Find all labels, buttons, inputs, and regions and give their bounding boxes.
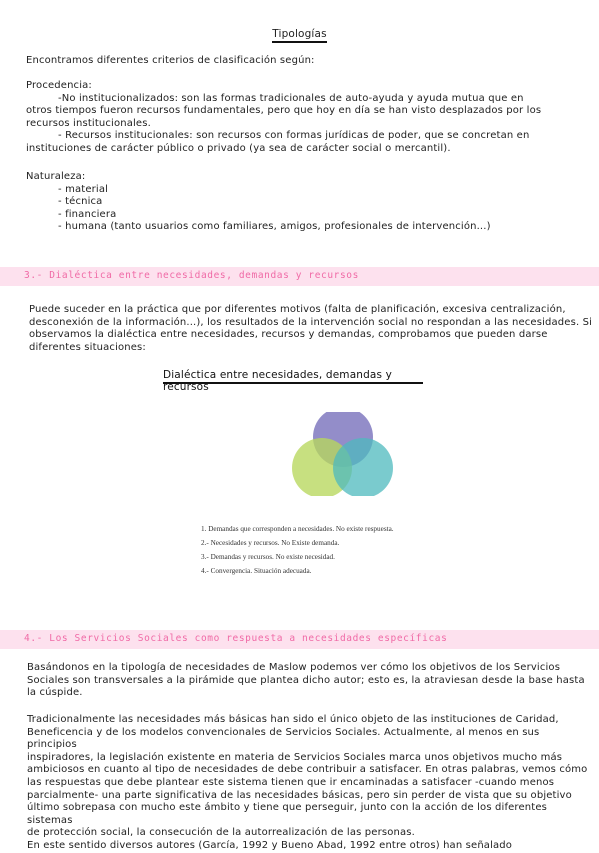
section-3-line: diferentes situaciones: (29, 341, 146, 353)
section-4-line: la cúspide. (27, 687, 83, 699)
procedencia-line: otros tiempos fueron recursos fundamentales, pero que hoy en día se han visto desplazados por los (26, 105, 542, 117)
procedencia-line: -No institucionalizados: son las formas tradicionales de auto-ayuda y ayuda mutua que en (58, 92, 524, 104)
section-4-paragraph-1 (27, 662, 592, 700)
section-4-line: Beneficencia y de los modelos convencionales de Servicios Sociales. Actualmente, al menos en sus principios (27, 726, 540, 751)
procedencia-line: - Recursos institucionales: son recursos con formas jurídicas de poder, que se concretan en (58, 130, 530, 142)
page-title (0, 28, 599, 41)
diagram-legend-item: 3.- Demandas y recursos. No existe necesidad. (201, 553, 335, 561)
section-4-line: inspiradores, la legislación existente en materia de Servicios Sociales marca unos objetivos mucho más (27, 751, 563, 763)
section-4-line: de protección social, la consecución de la autorrealización de las personas. (27, 827, 415, 839)
section-4-line: Sociales son transversales a la pirámide que plantea dicho autor; esto es, la atraviesan desde la base hasta (27, 674, 585, 686)
procedencia-line: recursos institucionales. (26, 117, 151, 129)
procedencia-line: instituciones de carácter público o privado (ya sea de carácter social o mercantil). (26, 142, 451, 154)
section-4-line: ambiciosos en cuanto al tipo de necesidades de debe contribuir a satisfacer. En otras palabras, vemos cómo (27, 764, 588, 776)
section-3-paragraph (29, 304, 594, 354)
section-4-header (0, 630, 599, 649)
diagram-legend-item: 4.- Convergencia. Situación adecuada. (201, 567, 312, 575)
section-4-line: parcialmente- una parte significativa de las necesidades básicas, pero sin perder de vista que su objetivo (27, 789, 572, 801)
section-3-line: desconexión de la información...), los resultados de la intervención social no respondan a las necesidades. Si (29, 316, 593, 328)
procedencia-heading: Procedencia: (26, 80, 92, 91)
intro-line: Encontramos diferentes criterios de clasificación según: (26, 55, 315, 66)
diagram-title-underline (163, 382, 423, 384)
section-4-line: En este sentido diversos autores (García, 1992 y Bueno Abad, 1992 entre otros) han señalado (27, 839, 513, 851)
page-title-text: Tipologías (272, 28, 326, 43)
naturaleza-item: - financiera (58, 208, 117, 220)
diagram-legend-item: 2.- Necesidades y recursos. No Existe demanda. (201, 539, 340, 547)
venn-circle-right (333, 438, 393, 496)
diagram-title: Dialéctica entre necesidades, demandas y recursos (163, 369, 392, 393)
naturaleza-block (26, 171, 591, 234)
procedencia-block (26, 80, 591, 156)
section-4-line: último sobrepasa con mucho este ámbito y tiene que perseguir, junto con la acción de los diferentes sistemas (27, 802, 547, 826)
section-3-line: observamos la dialéctica entre necesidades, recursos y demandas, comprobamos que pueden darse (29, 329, 548, 341)
naturaleza-item: - técnica (58, 196, 103, 208)
section-3-line: Puede suceder en la práctica que por diferentes motivos (falta de planificación, excesiva centralización, (29, 304, 566, 315)
section-4-line: las respuestas que debe plantear este sistema tienen que ir encaminadas a satisfacer -cuando menos (27, 776, 555, 788)
section-4-paragraph-2 (27, 714, 592, 853)
section-4-line: Tradicionalmente las necesidades más básicas han sido el único objeto de las instituciones de Caridad, (27, 714, 559, 725)
section-4-line: Basándonos en la tipología de necesidades de Maslow podemos ver cómo los objetivos de los Servicios (27, 662, 561, 673)
diagram-legend-item: 1. Demandas que corresponden a necesidades. No existe respuesta. (201, 525, 394, 533)
naturaleza-item: - material (58, 183, 109, 195)
section-3-header (0, 267, 599, 286)
section-3-title: 3.- Dialéctica entre necesidades, demandas y recursos (24, 270, 359, 281)
intro-text (26, 55, 315, 68)
section-4-title: 4.- Los Servicios Sociales como respuesta a necesidades específicas (24, 633, 448, 644)
naturaleza-heading: Naturaleza: (26, 171, 86, 182)
naturaleza-item: - humana (tanto usuarios como familiares, amigos, profesionales de intervención...) (58, 221, 491, 233)
venn-diagram (285, 412, 401, 496)
